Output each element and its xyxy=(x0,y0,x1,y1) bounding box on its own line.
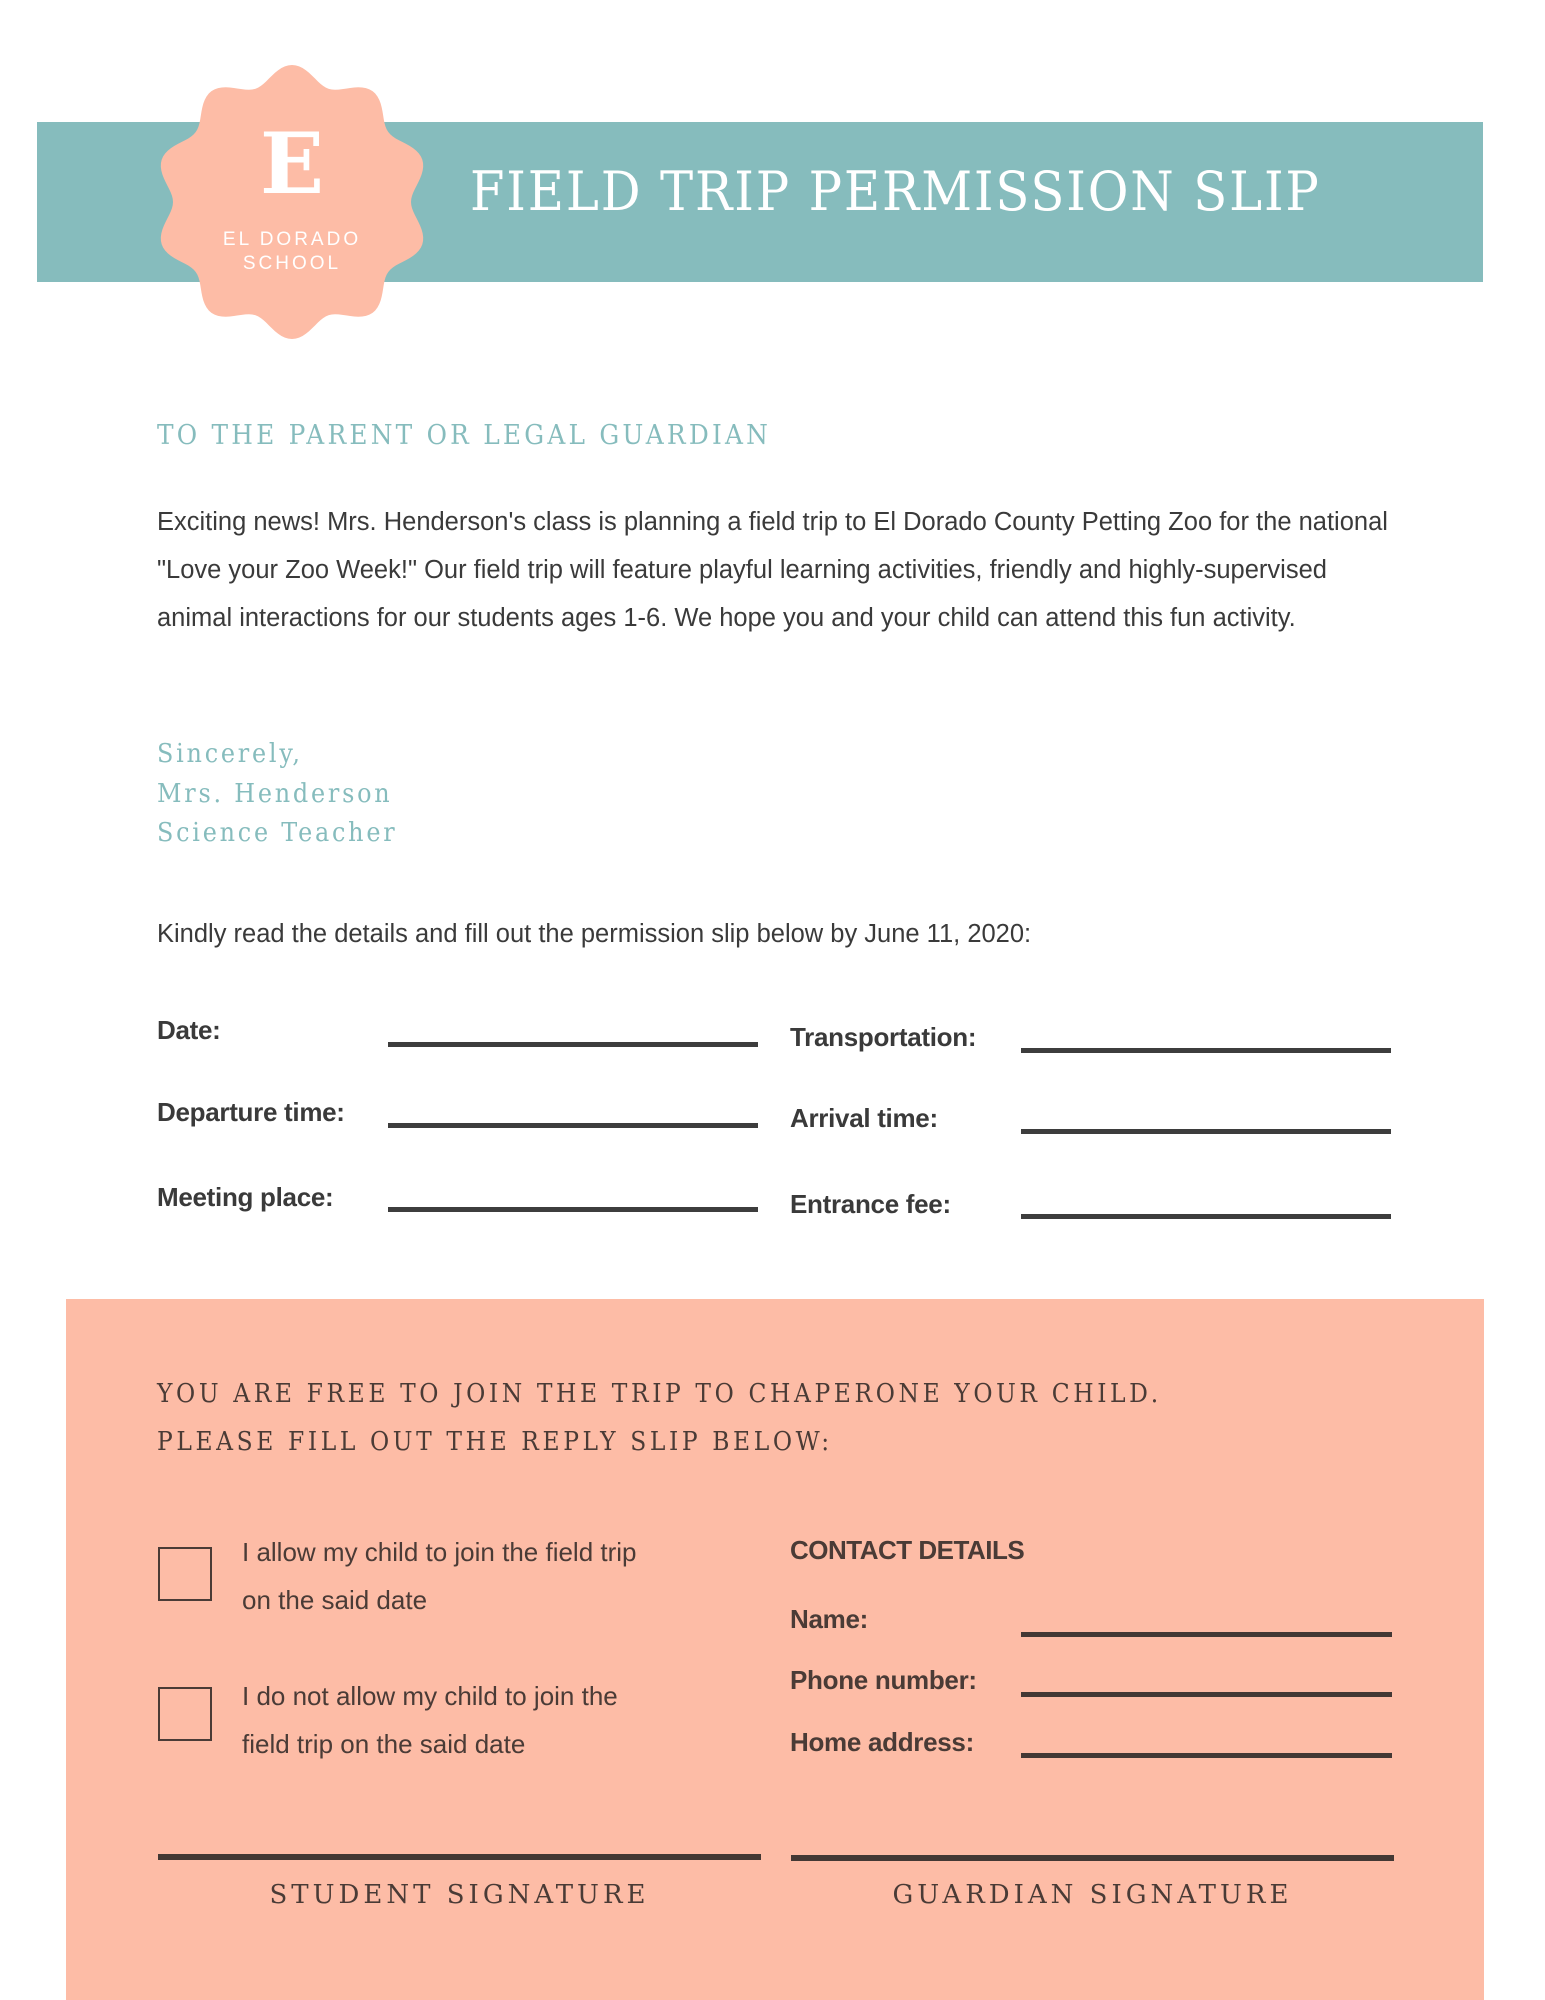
meeting-place-field[interactable] xyxy=(388,1207,758,1212)
guardian-signature-label: GUARDIAN SIGNATURE xyxy=(892,1880,1293,1910)
disallow-option-label: I do not allow my child to join the field trip on the said date xyxy=(242,1681,618,1759)
signoff-closing: Sincerely, xyxy=(157,739,303,769)
guardian-signature-line[interactable] xyxy=(791,1855,1394,1861)
allow-option-label: I allow my child to join the field trip on the said date xyxy=(242,1537,637,1615)
reply-heading-line1: YOU ARE FREE TO JOIN THE TRIP TO CHAPERONE YOUR CHILD. xyxy=(157,1379,1162,1409)
date-field[interactable] xyxy=(388,1042,758,1047)
home-address-label: Home address: xyxy=(790,1727,974,1757)
school-name xyxy=(153,228,431,276)
school-name-line1: EL DORADO xyxy=(222,229,362,250)
phone-number-field[interactable] xyxy=(1021,1692,1392,1697)
school-logo-letter: E xyxy=(259,114,325,213)
contact-details-heading: CONTACT DETAILS xyxy=(790,1535,1025,1565)
arrival-time-label: Arrival time: xyxy=(790,1103,938,1133)
phone-number-label: Phone number: xyxy=(790,1665,977,1695)
disallow-checkbox[interactable] xyxy=(158,1687,212,1741)
departure-time-field[interactable] xyxy=(388,1123,758,1128)
page-title: FIELD TRIP PERMISSION SLIP xyxy=(470,160,1321,223)
student-signature-line[interactable] xyxy=(158,1854,761,1860)
arrival-time-field[interactable] xyxy=(1021,1129,1391,1134)
departure-time-label: Departure time: xyxy=(157,1097,345,1127)
date-label: Date: xyxy=(157,1015,221,1045)
instructions-text: Kindly read the details and fill out the permission slip below by June 11, 2020: xyxy=(157,920,1032,948)
student-signature-label: STUDENT SIGNATURE xyxy=(269,1880,650,1910)
meeting-place-label: Meeting place: xyxy=(157,1182,334,1212)
transportation-label: Transportation: xyxy=(790,1022,977,1052)
signoff-name: Mrs. Henderson xyxy=(157,778,393,809)
name-label: Name: xyxy=(790,1604,868,1634)
allow-checkbox[interactable] xyxy=(158,1547,212,1601)
reply-heading xyxy=(157,1370,1162,1466)
entrance-fee-label: Entrance fee: xyxy=(790,1189,951,1219)
home-address-field[interactable] xyxy=(1021,1753,1392,1758)
name-field[interactable] xyxy=(1021,1632,1392,1637)
letter-heading: TO THE PARENT OR LEGAL GUARDIAN xyxy=(157,420,772,451)
signoff-title: Science Teacher xyxy=(157,818,398,848)
letter-body: Exciting news! Mrs. Henderson's class is planning a field trip to El Dorado County Petting Zoo for the national "Love your Zoo Week!" Our field trip will feature playful learning activities, friendly and highly-supervised animal interactions for our students ages 1-6. We hope you and your child can attend this fun activity. xyxy=(157,508,1388,632)
transportation-field[interactable] xyxy=(1021,1048,1391,1053)
school-name-line2: SCHOOL xyxy=(242,253,342,274)
entrance-fee-field[interactable] xyxy=(1021,1214,1391,1219)
letter-signoff xyxy=(157,735,397,854)
reply-heading-line2: PLEASE FILL OUT THE REPLY SLIP BELOW: xyxy=(157,1427,833,1457)
